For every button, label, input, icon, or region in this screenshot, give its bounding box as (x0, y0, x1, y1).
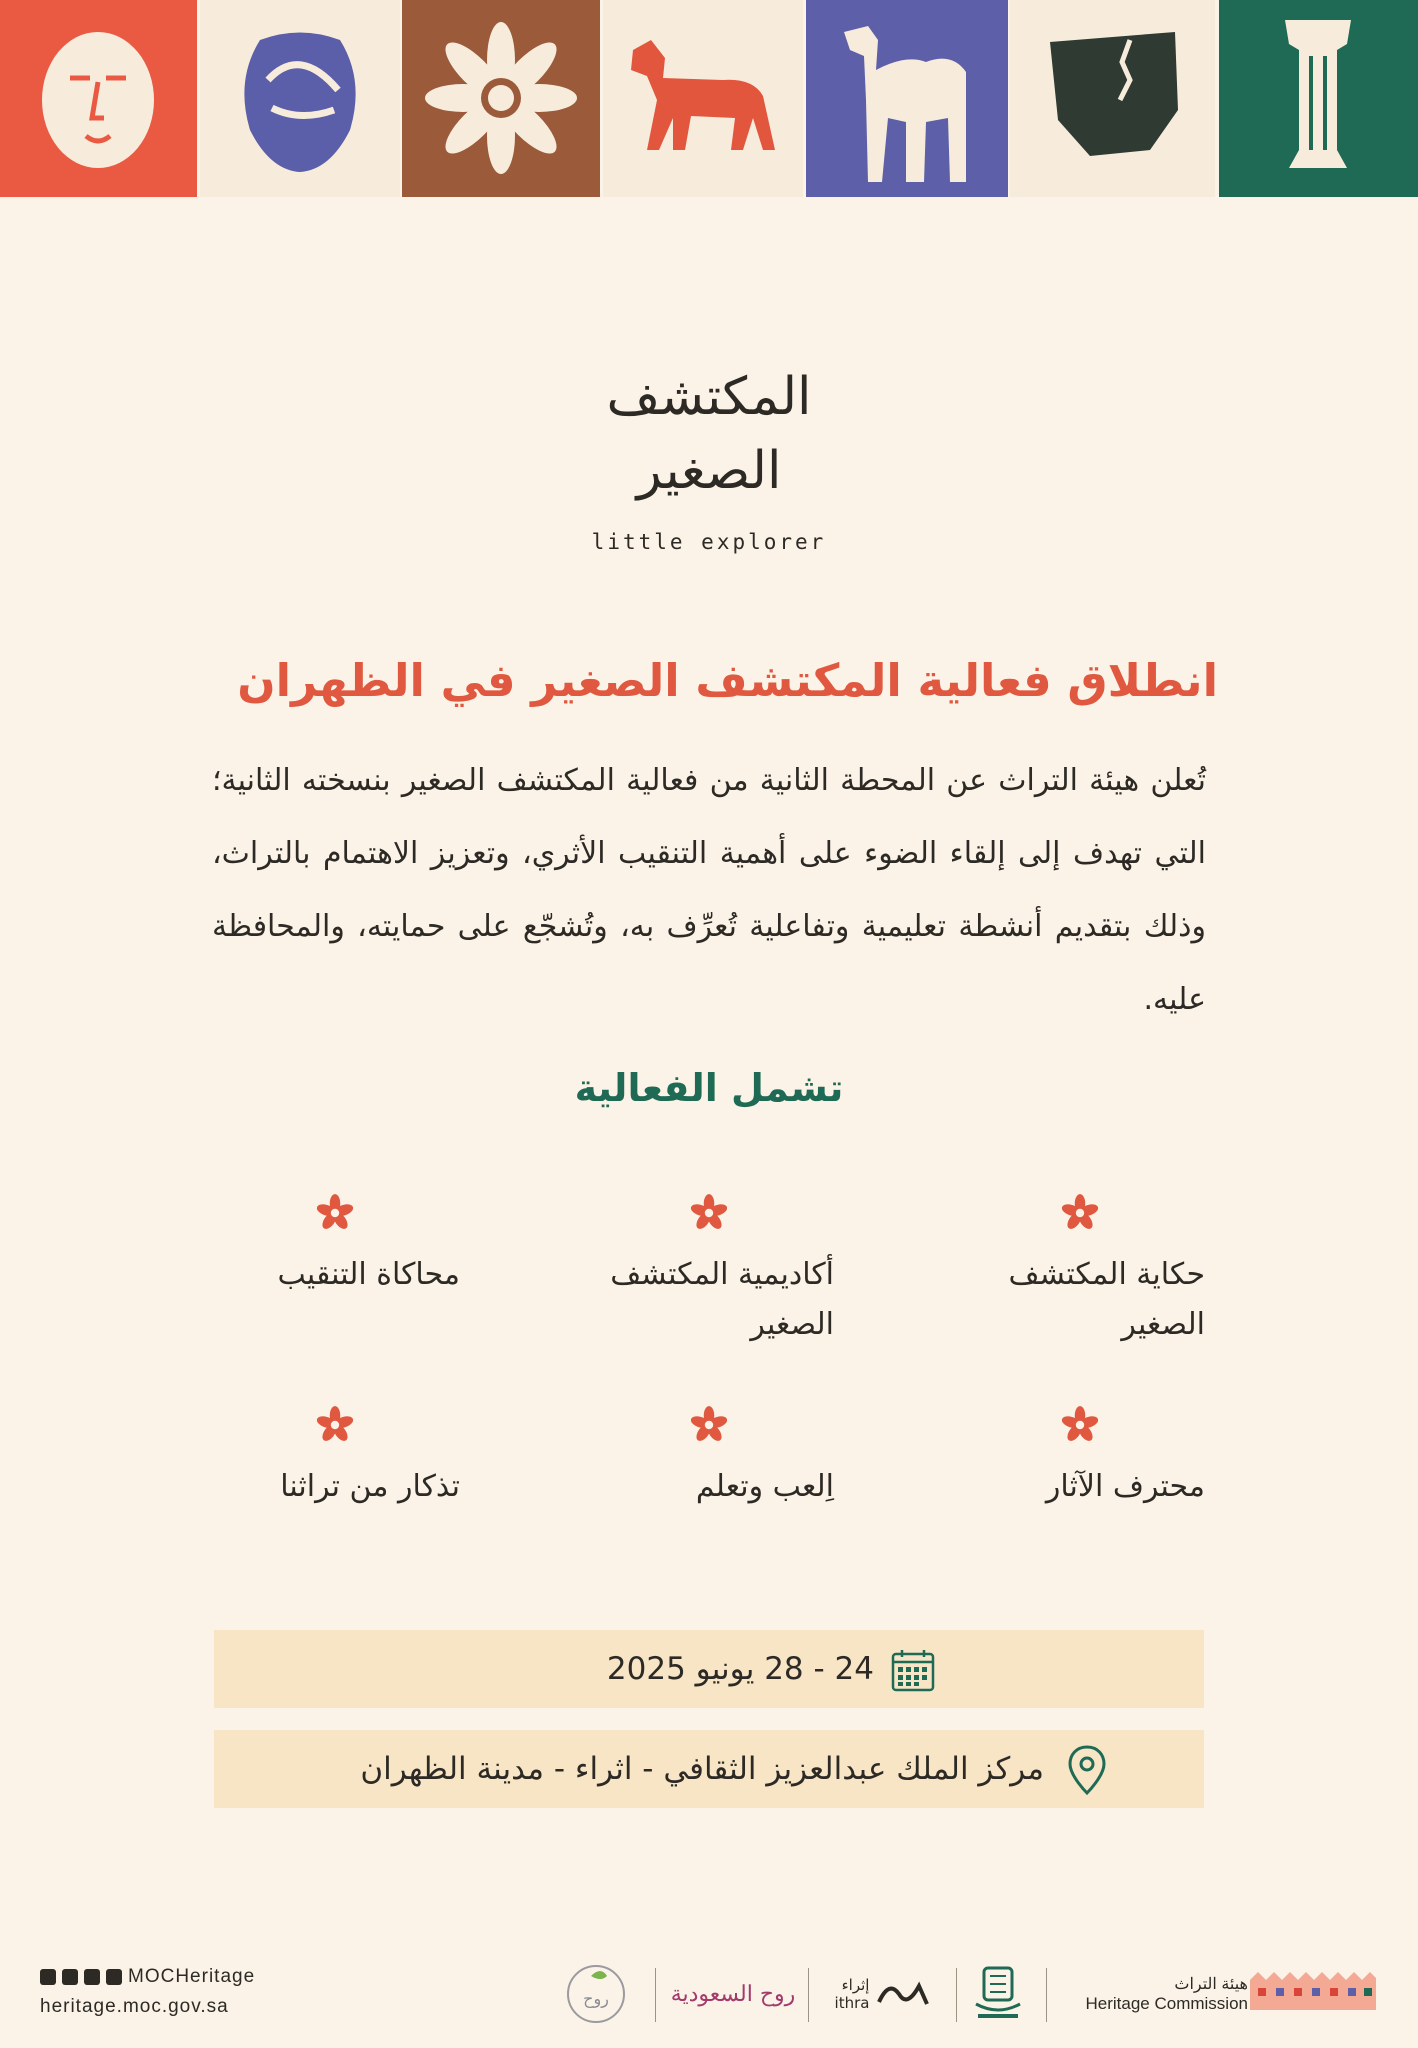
shard-tile (1010, 0, 1215, 197)
column-tile (1219, 0, 1418, 197)
ithra-en: ithra (834, 1994, 870, 2012)
rooh-small-text: روح (583, 1989, 609, 2008)
activity-label: محترف الآثار (1045, 1469, 1205, 1504)
camel-icon (806, 0, 1008, 197)
activity-item (584, 1192, 834, 1350)
flower-bullet-icon (688, 1192, 730, 1234)
flower-bullet-icon (1059, 1404, 1101, 1446)
horse-icon (603, 0, 803, 197)
social-block (40, 1962, 255, 2022)
heritage-pattern (1248, 1958, 1378, 2030)
flower-bullet-icon (314, 1404, 356, 1446)
social-handle: MOCHeritage (128, 1966, 256, 1987)
event-location: مركز الملك عبدالعزيز الثقافي - اثراء - مدينة الظهران (360, 1751, 1044, 1787)
horse-tile (603, 0, 803, 197)
flower-tile (402, 0, 600, 197)
column-icon (1219, 0, 1418, 197)
face-tile (0, 0, 197, 197)
logo-arabic-line2: الصغير (636, 441, 782, 501)
divider (655, 1968, 656, 2022)
logo-arabic-line1: المكتشف (606, 367, 812, 427)
pottery-shard-icon (1010, 0, 1215, 197)
rooh-icon (561, 1962, 631, 2026)
flower-bullet-icon (688, 1404, 730, 1446)
divider (956, 1968, 957, 2022)
event-date: 24 - 28 يونيو 2025 (606, 1651, 874, 1687)
heritage-pattern-icon (1250, 1972, 1376, 2016)
logo (0, 360, 1418, 508)
activity-item (955, 1192, 1205, 1350)
vase-tile (200, 0, 400, 197)
camel-tile (806, 0, 1008, 197)
heritage-ar: هيئة التراث (1174, 1976, 1248, 1993)
activity-label: تذكار من تراثنا (280, 1469, 460, 1504)
divider (808, 1968, 809, 2022)
divider (1046, 1968, 1047, 2022)
heritage-commission-logo (1056, 1958, 1248, 2030)
intro-paragraph: تُعلن هيئة التراث عن المحطة الثانية من فعالية المكتشف الصغير بنسخته الثانية؛ التي تهدف إلى إلقاء الضوء على أهمية التنقيب الأثري، وتعزيز الاهتمام بالتراث، وذلك بتقديم أنشطة تعليمية وتفاعلية تُعرِّف به، وتُشجّع على حمايته، والمحافظة عليه. (212, 763, 1206, 1017)
activity-item (210, 1192, 460, 1300)
eastern-municipality-logo (962, 1958, 1034, 2030)
calendar-icon (890, 1647, 936, 1693)
heritage-en: Heritage Commission (1085, 1994, 1248, 2013)
vase-icon (200, 0, 400, 197)
rooh-logo (557, 1958, 635, 2030)
page-title: انطلاق فعالية المكتشف الصغير في الظهران (237, 654, 1218, 707)
face-icon (0, 0, 197, 197)
date-bar (214, 1630, 1204, 1708)
youtube-icon[interactable] (84, 1969, 100, 1985)
activities-title: تشمل الفعالية (574, 1066, 844, 1110)
activity-item (955, 1404, 1205, 1512)
activity-label: محاكاة التنقيب (277, 1257, 460, 1292)
flower-icon (402, 0, 600, 197)
activity-label: اِلعب وتعلم (695, 1469, 834, 1504)
municipality-emblem-icon (968, 1962, 1028, 2026)
location-bar (214, 1730, 1204, 1808)
rooh-saudi-logo: روح السعودية (670, 1981, 796, 2007)
location-pin-icon (1067, 1744, 1107, 1796)
flower-bullet-icon (314, 1192, 356, 1234)
website-link[interactable]: heritage.moc.gov.sa (40, 1996, 229, 2017)
footer (0, 1944, 1418, 2048)
ithra-logo (818, 1958, 948, 2030)
activity-item (210, 1404, 460, 1512)
logo-english: little explorer (591, 530, 827, 554)
activity-label: حكاية المكتشف الصغير (1008, 1257, 1205, 1342)
ithra-mark-icon (875, 1974, 931, 2014)
tiktok-icon[interactable] (62, 1969, 78, 1985)
activity-item (584, 1404, 834, 1512)
snapchat-icon[interactable] (106, 1969, 122, 1985)
flower-bullet-icon (1059, 1192, 1101, 1234)
header-tiles (0, 0, 1418, 200)
ithra-ar: إثراء (841, 1976, 870, 1994)
x-icon[interactable] (40, 1969, 56, 1985)
activity-label: أكاديمية المكتشف الصغير (610, 1257, 834, 1342)
